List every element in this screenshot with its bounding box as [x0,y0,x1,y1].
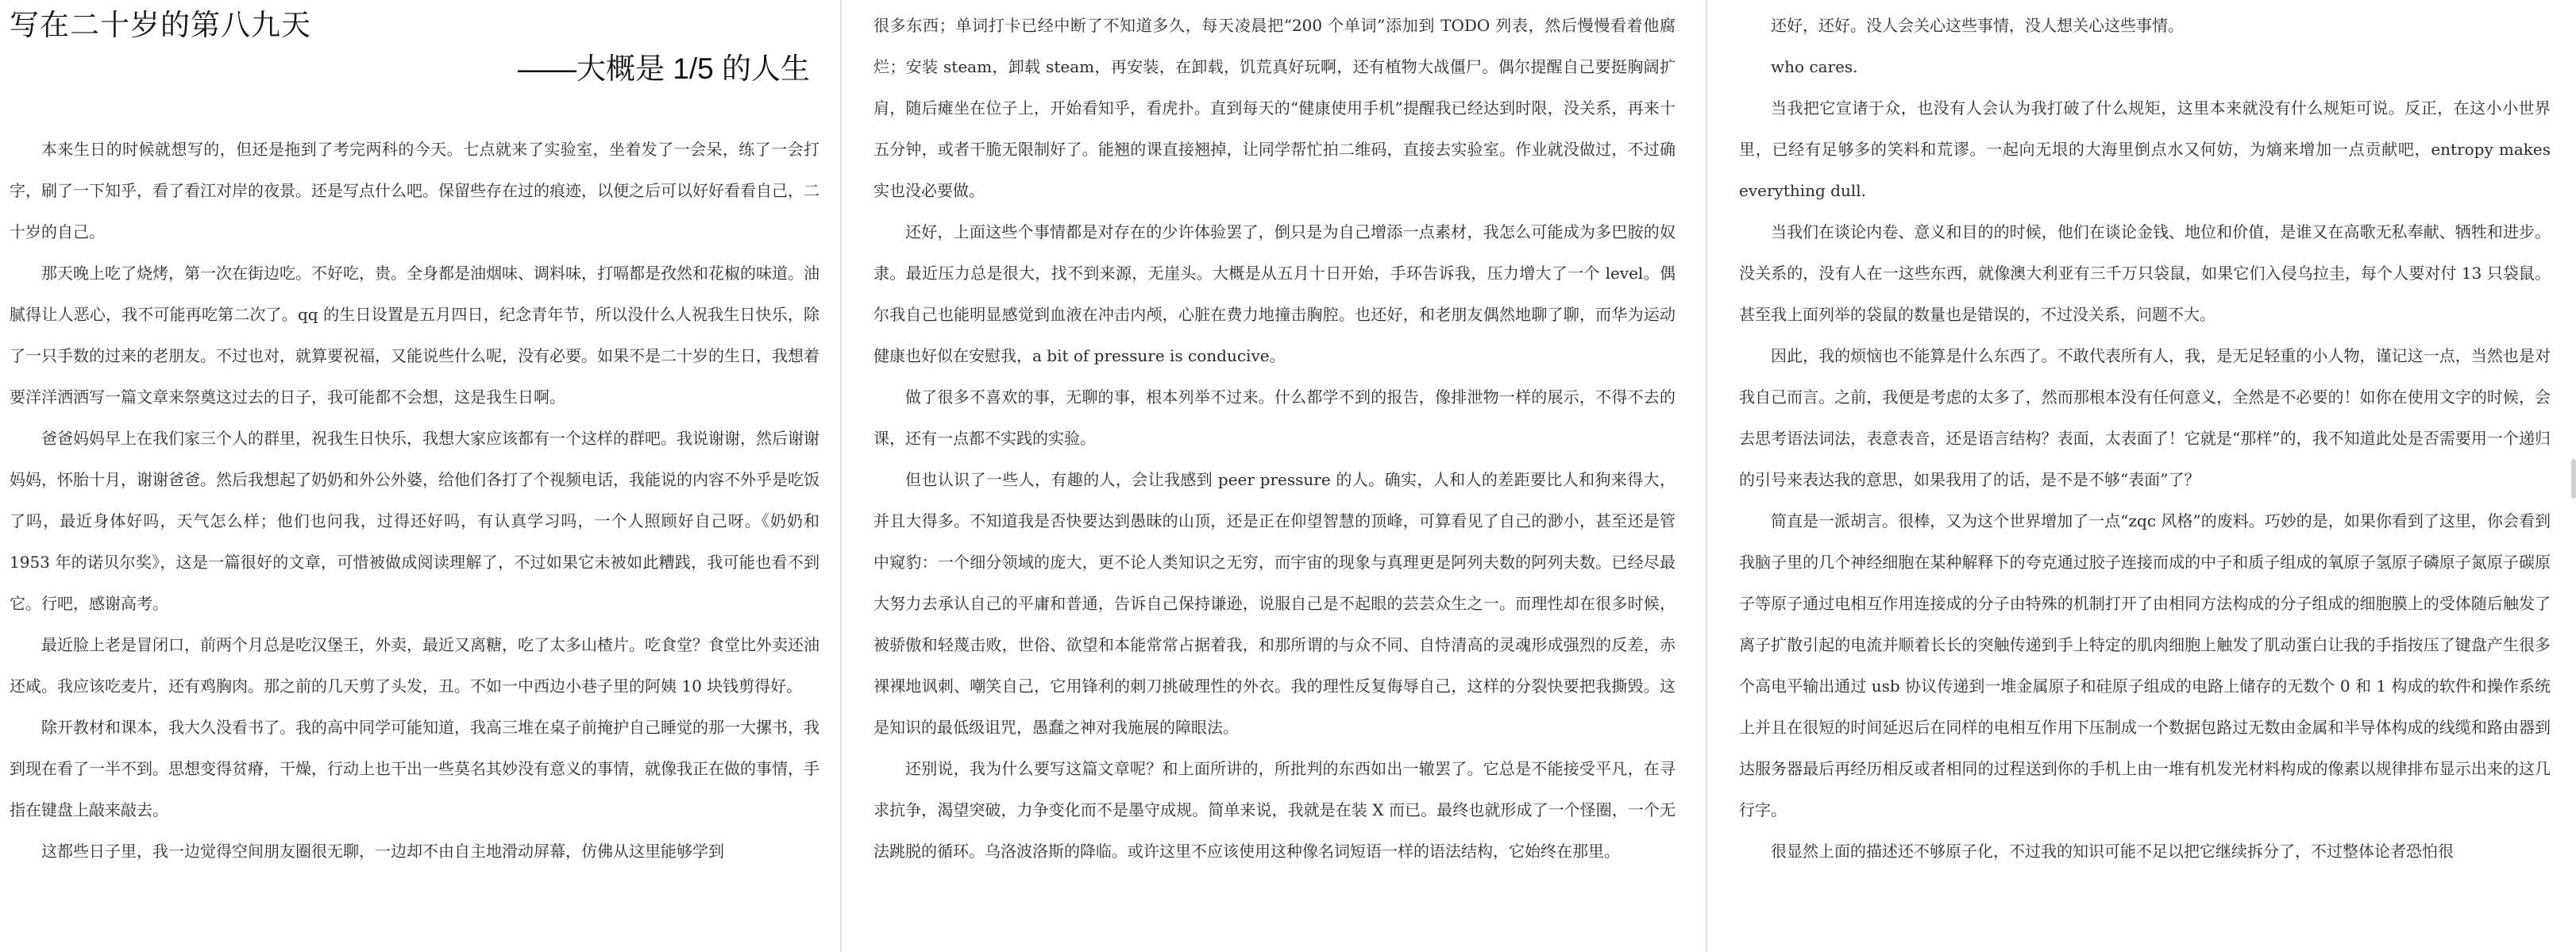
page-3 [1714,0,2576,952]
paragraph: 还好，上面这些个事情都是对存在的少许体验罢了，倒只是为自己增添一点素材，我怎么可能成为多巴胺的奴隶。最近压力总是很大，找不到来源，无崖头。大概是从五月十日开始，手环告诉我，压力增大了一个 level。偶尔我自己也能明显感觉到血液在冲击内颅，心脏在费力地撞击胸腔。也还好，和老朋友偶然地聊了聊，而华为运动健康也好似在安慰我，a bit of pressure is conducive。 [873,222,1676,365]
page-1 [0,0,832,952]
paragraph: who cares. [1771,57,1858,76]
page-2-content [873,0,1676,872]
paragraph: 很多东西；单词打卡已经中断了不知道多久，每天凌晨把“200 个单词”添加到 TODO 列表，然后慢慢看着他腐烂；安装 steam，卸载 steam，再安装，在卸载，饥荒真好玩啊，还有植物大战僵尸。偶尔提醒自己要挺胸阔扩肩，随后瘫坐在位子上，开始看知乎，看虎扑。直到每天的“健康使用手机”提醒我已经达到时限，没关系，再来十五分钟，或者干脆无限制好了。能翘的课直接翘掉，让同学帮忙拍二维码，直接去实验室。作业就没做过，不过确实也没必要做。 [873,16,1676,200]
paragraph: 当我把它宣诸于众，也没有人会认为我打破了什么规矩，这里本来就没有什么规矩可说。反正，在这小小世界里，已经有足够多的笑料和荒谬。一起向无垠的大海里倒点水又何妨，为熵来增加一点贡献吧，entropy makes everything dull. [1739,98,2551,200]
paragraph: 当我们在谈论内卷、意义和目的的时候，他们在谈论金钱、地位和价值，是谁又在高歌无私奉献、牺牲和进步。没关系的，没有人在一这些东西，就像澳大利亚有三千万只袋鼠，如果它们入侵乌拉圭，每个人要对付 13 只袋鼠。甚至我上面列举的袋鼠的数量也是错误的，不过没关系，问题不大。 [1739,222,2551,324]
page-1-body [10,129,819,872]
page-3-content [1739,0,2551,872]
paragraph: 很显然上面的描述还不够原子化，不过我的知识可能不足以把它继续拆分了，不过整体论者恐怕很 [1771,842,2454,861]
paragraph: 还好，还好。没人会关心这些事情，没人想关心这些事情。 [1771,16,2184,35]
paragraph: 本来生日的时候就想写的，但还是拖到了考完两科的今天。七点就来了实验室，坐着发了一会呆，练了一会打字，刷了一下知乎，看了看江对岸的夜景。还是写点什么吧。保留些存在过的痕迹，以便之后可以好好看看自己，二十岁的自己。 [10,140,819,241]
article-subtitle: ——大概是 1/5 的人生 [518,52,810,85]
paragraph: 还别说，我为什么要写这篇文章呢？和上面所讲的，所批判的东西如出一辙罢了。它总是不能接受平凡，在寻求抗争，渴望突破，力争变化而不是墨守成规。简单来说，我就是在装 X 而已。最终也就形成了一个怪圈，一个无法跳脱的循环。乌洛波洛斯的降临。或许这里不应该使用这种像名词短语一样的语法结构，它始终在那里。 [873,759,1676,861]
paragraph: 那天晚上吃了烧烤，第一次在街边吃。不好吃，贵。全身都是油烟味、调料味，打嗝都是孜然和花椒的味道。油腻得让人恶心，我不可能再吃第二次了。qq 的生日设置是五月四日，纪念青年节，所以没什么人祝我生日快乐，除了一只手数的过来的老朋友。不过也对，就算要祝福，又能说些什么呢，没有必要。如果不是二十岁的生日，我想着要洋洋洒洒写一篇文章来祭奠这过去的日子，我可能都不会想，这是我生日啊。 [10,264,819,407]
paragraph: 但也认识了一些人，有趣的人，会让我感到 peer pressure 的人。确实，人和人的差距要比人和狗来得大，并且大得多。不知道我是否快要达到愚昧的山顶，还是正在仰望智慧的顶峰，可算看见了自己的渺小，甚至还是管中窥豹：一个细分领域的庞大，更不论人类知识之无穷，而宇宙的现象与真理更是阿列夫数的阿列夫数。已经尽最大努力去承认自己的平庸和普通，告诉自己保持谦逊，说服自己是不起眼的芸芸众生之一。而理性却在很多时候，被骄傲和轻蔑击败，世俗、欲望和本能常常占据着我，和那所谓的与众不同、自恃清高的灵魂形成强烈的反差，赤裸裸地讽刺、嘲笑自己，它用锋利的刺刀挑破理性的外衣。我的理性反复侮辱自己，这样的分裂快要把我撕毁。这是知识的最低级诅咒，愚蠢之神对我施展的障眼法。 [873,470,1676,737]
page-divider [840,0,842,952]
paragraph: 除开教材和课本，我大久没看书了。我的高中同学可能知道，我高三堆在桌子前掩护自己睡觉的那一大摞书，我到现在看了一半不到。思想变得贫瘠，干燥，行动上也干出一些莫名其妙没有意义的事情，就像我正在做的事情，手指在键盘上敲来敲去。 [10,718,819,819]
paragraph: 最近脸上老是冒闭口，前两个月总是吃汉堡王，外卖，最近又离糖，吃了太多山楂片。吃食堂？食堂比外卖还油还咸。我应该吃麦片，还有鸡胸肉。那之前的几天剪了头发，丑。不如一中西边小巷子里的阿姨 10 块钱剪得好。 [10,635,819,696]
paragraph: 爸爸妈妈早上在我们家三个人的群里，祝我生日快乐，我想大家应该都有一个这样的群吧。我说谢谢，然后谢谢妈妈，怀胎十月，谢谢爸爸。然后我想起了奶奶和外公外婆，给他们各打了个视频电话，我能说的内容不外乎是吃饭了吗，最近身体好吗，天气怎么样；他们也问我，过得还好吗，有认真学习吗，一个人照顾好自己呀。《奶奶和 1953 年的诺贝尔奖》，这是一篇很好的文章，可惜被做成阅读理解了，不过如果它未被如此糟践，我可能也看不到它。行吧，感谢高考。 [10,429,819,613]
paragraph: 简直是一派胡言。很棒，又为这个世界增加了一点“zqc 风格”的废料。巧妙的是，如果你看到了这里，你会看到我脑子里的几个神经细胞在某种解释下的夸克通过胶子连接而成的中子和质子组成的氧原子氢原子磷原子氮原子碳原子等原子通过电相互作用连接成的分子由特殊的机制打开了由相同方法构成的分子组成的细胞膜上的受体随后触发了离子扩散引起的电流并顺着长长的突触传递到手上特定的肌肉细胞上触发了肌动蛋白让我的手指按压了键盘产生很多个高电平输出通过 usb 协议传递到一堆金属原子和硅原子组成的电路上储存的无数个 0 和 1 构成的软件和操作系统上并且在很短的时间延迟后在同样的电相互作用下压制成一个数据包路过无数由金属和半导体构成的线缆和路由器到达服务器最后再经历相反或者相同的过程送到你的手机上由一堆有机发光材料构成的像素以规律排布显示出来的这几行字。 [1739,511,2551,819]
paragraph: 因此，我的烦恼也不能算是什么东西了。不敢代表所有人，我，是无足轻重的小人物，谨记这一点，当然也是对我自己而言。之前，我便是考虑的太多了，然而那根本没有任何意义，全然是不必要的！如你在使用文字的时候，会去思考语法词法，表意表音，还是语言结构？表面，太表面了！它就是“那样”的，我不知道此处是否需要用一个递归的引号来表达我的意思，如果我用了的话，是不是不够“表面”了？ [1739,346,2551,489]
page-divider [1706,0,1707,952]
page-3-body [1739,5,2551,872]
paragraph: 这都些日子里，我一边觉得空间朋友圈很无聊，一边却不由自主地滑动屏幕，仿佛从这里能够学到 [41,842,724,861]
page-2-body [873,5,1676,872]
scrollbar-handle[interactable] [2571,459,2576,499]
article-title: 写在二十岁的第八九天 [10,9,311,41]
page-2 [848,0,1698,952]
paragraph: 做了很多不喜欢的事，无聊的事，根本列举不过来。什么都学不到的报告，像排泄物一样的展示，不得不去的课，还有一点都不实践的实验。 [873,387,1676,448]
page-1-content [10,0,819,872]
